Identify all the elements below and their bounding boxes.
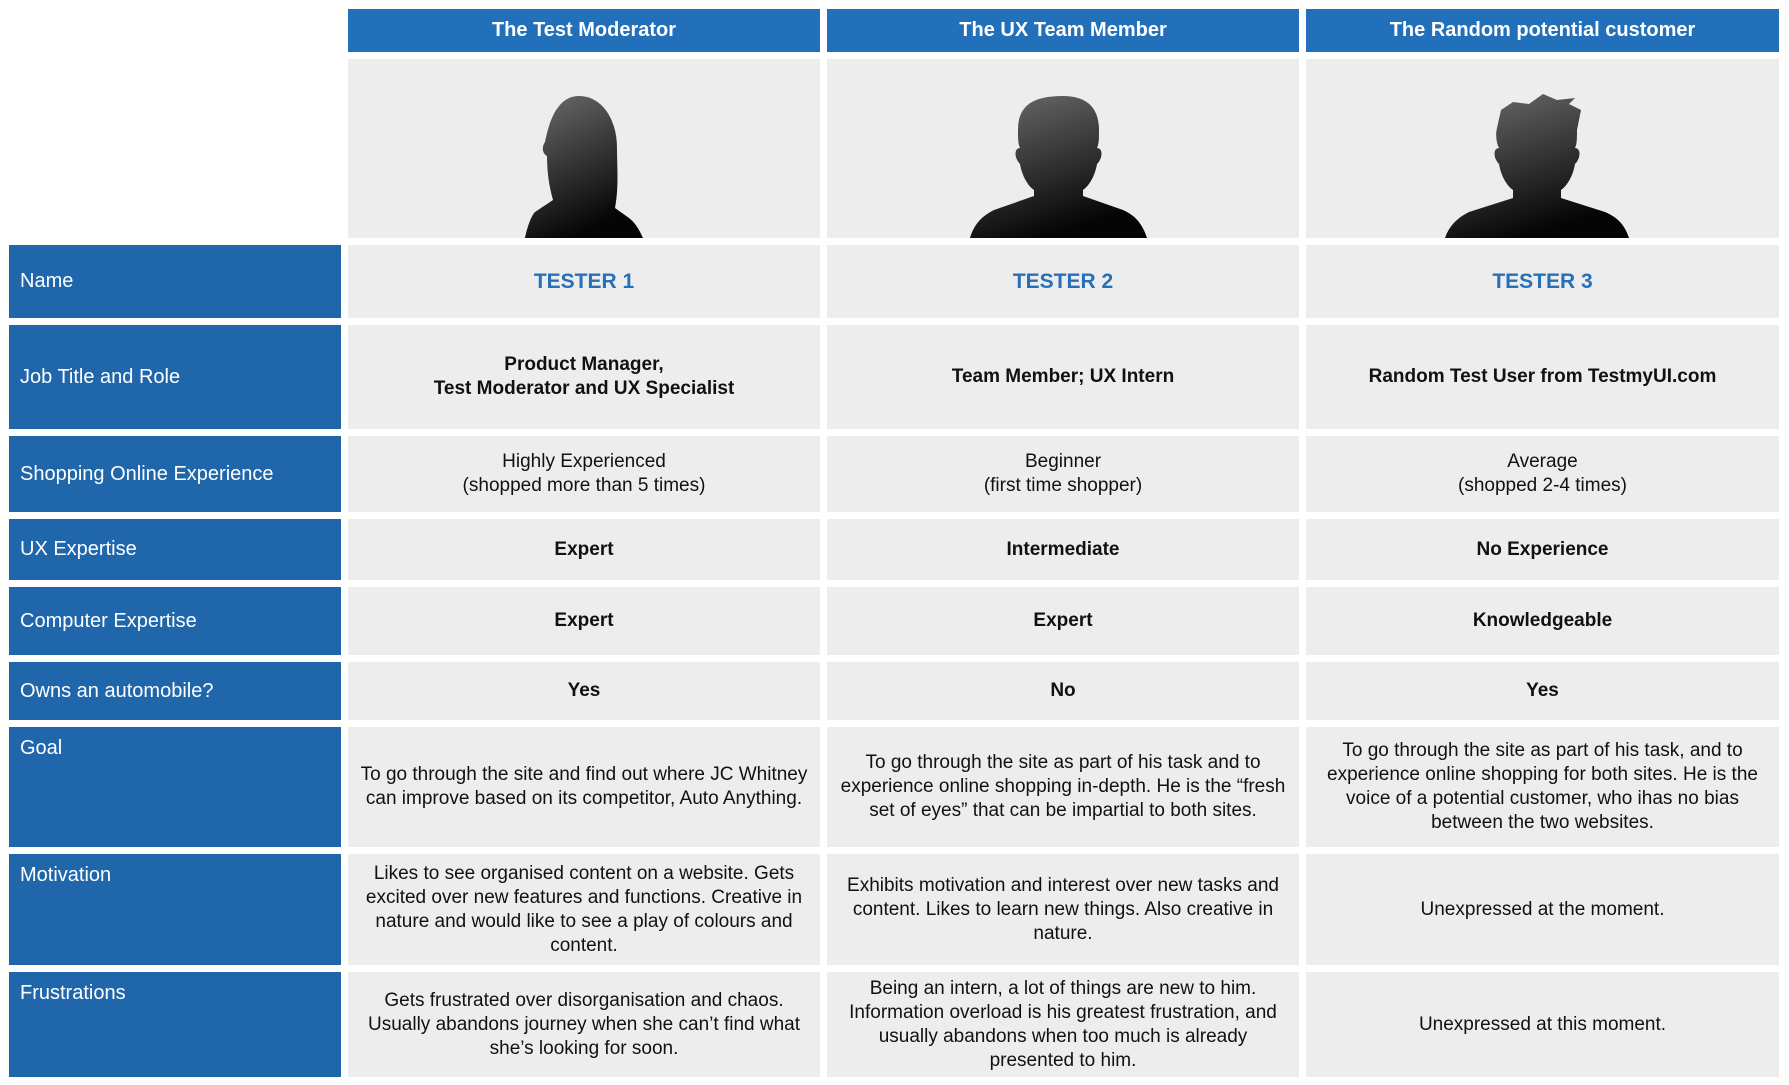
row-label: Motivation xyxy=(9,854,341,965)
table-cell: Being an intern, a lot of things are new to him. Information overload is his greatest frustration, and usually abandons when too much is already presented to him. xyxy=(827,972,1299,1077)
table-cell: Intermediate xyxy=(827,519,1299,580)
table-cell: Yes xyxy=(348,662,820,720)
column-header: The Test Moderator xyxy=(348,9,820,52)
column-header: The UX Team Member xyxy=(827,9,1299,52)
persona-photo xyxy=(348,59,820,238)
table-cell: Random Test User from TestmyUI.com xyxy=(1306,325,1779,429)
table-cell: TESTER 1 xyxy=(348,245,820,318)
table-cell: Average (shopped 2-4 times) xyxy=(1306,436,1779,512)
row-label: Name xyxy=(9,245,341,318)
table-cell: To go through the site and find out where JC Whitney can improve based on its competitor, Auto Anything. xyxy=(348,727,820,847)
table-cell: Team Member; UX Intern xyxy=(827,325,1299,429)
row-label: Shopping Online Experience xyxy=(9,436,341,512)
row-label: Owns an automobile? xyxy=(9,662,341,720)
table-cell: TESTER 2 xyxy=(827,245,1299,318)
table-cell: Expert xyxy=(348,587,820,655)
row-label: Frustrations xyxy=(9,972,341,1077)
table-cell: To go through the site as part of his task and to experience online shopping in-depth. He is the “fresh set of eyes” that can be impartial to both sites. xyxy=(827,727,1299,847)
table-cell: Beginner (first time shopper) xyxy=(827,436,1299,512)
table-cell: No Experience xyxy=(1306,519,1779,580)
male-spiky-hair-silhouette-icon xyxy=(1443,92,1643,238)
table-cell: Yes xyxy=(1306,662,1779,720)
row-label: UX Expertise xyxy=(9,519,341,580)
persona-photo xyxy=(1306,59,1779,238)
table-cell: Highly Experienced (shopped more than 5 times) xyxy=(348,436,820,512)
table-cell: Unexpressed at the moment. xyxy=(1306,854,1779,965)
table-cell: Gets frustrated over disorganisation and chaos. Usually abandons journey when she can’t find what she’s looking for soon. xyxy=(348,972,820,1077)
blank-corner xyxy=(9,9,341,52)
table-cell: Expert xyxy=(827,587,1299,655)
table-cell: No xyxy=(827,662,1299,720)
male-silhouette-icon xyxy=(968,92,1158,238)
row-label: Goal xyxy=(9,727,341,847)
table-cell: Knowledgeable xyxy=(1306,587,1779,655)
table-cell: Unexpressed at this moment. xyxy=(1306,972,1779,1077)
row-label: Job Title and Role xyxy=(9,325,341,429)
table-cell: TESTER 3 xyxy=(1306,245,1779,318)
table-cell: Exhibits motivation and interest over new tasks and content. Likes to learn new things. Also creative in nature. xyxy=(827,854,1299,965)
column-header: The Random potential customer xyxy=(1306,9,1779,52)
table-cell: Product Manager, Test Moderator and UX Specialist xyxy=(348,325,820,429)
row-label: Computer Expertise xyxy=(9,587,341,655)
table-cell: To go through the site as part of his task, and to experience online shopping for both sites. He is the voice of a potential customer, who ihas no bias between the two websites. xyxy=(1306,727,1779,847)
female-silhouette-icon xyxy=(509,92,659,238)
persona-photo xyxy=(827,59,1299,238)
table-cell: Expert xyxy=(348,519,820,580)
blank-corner-photo xyxy=(9,59,341,238)
table-cell: Likes to see organised content on a website. Gets excited over new features and functions. Creative in nature and would like to see a play of colours and content. xyxy=(348,854,820,965)
